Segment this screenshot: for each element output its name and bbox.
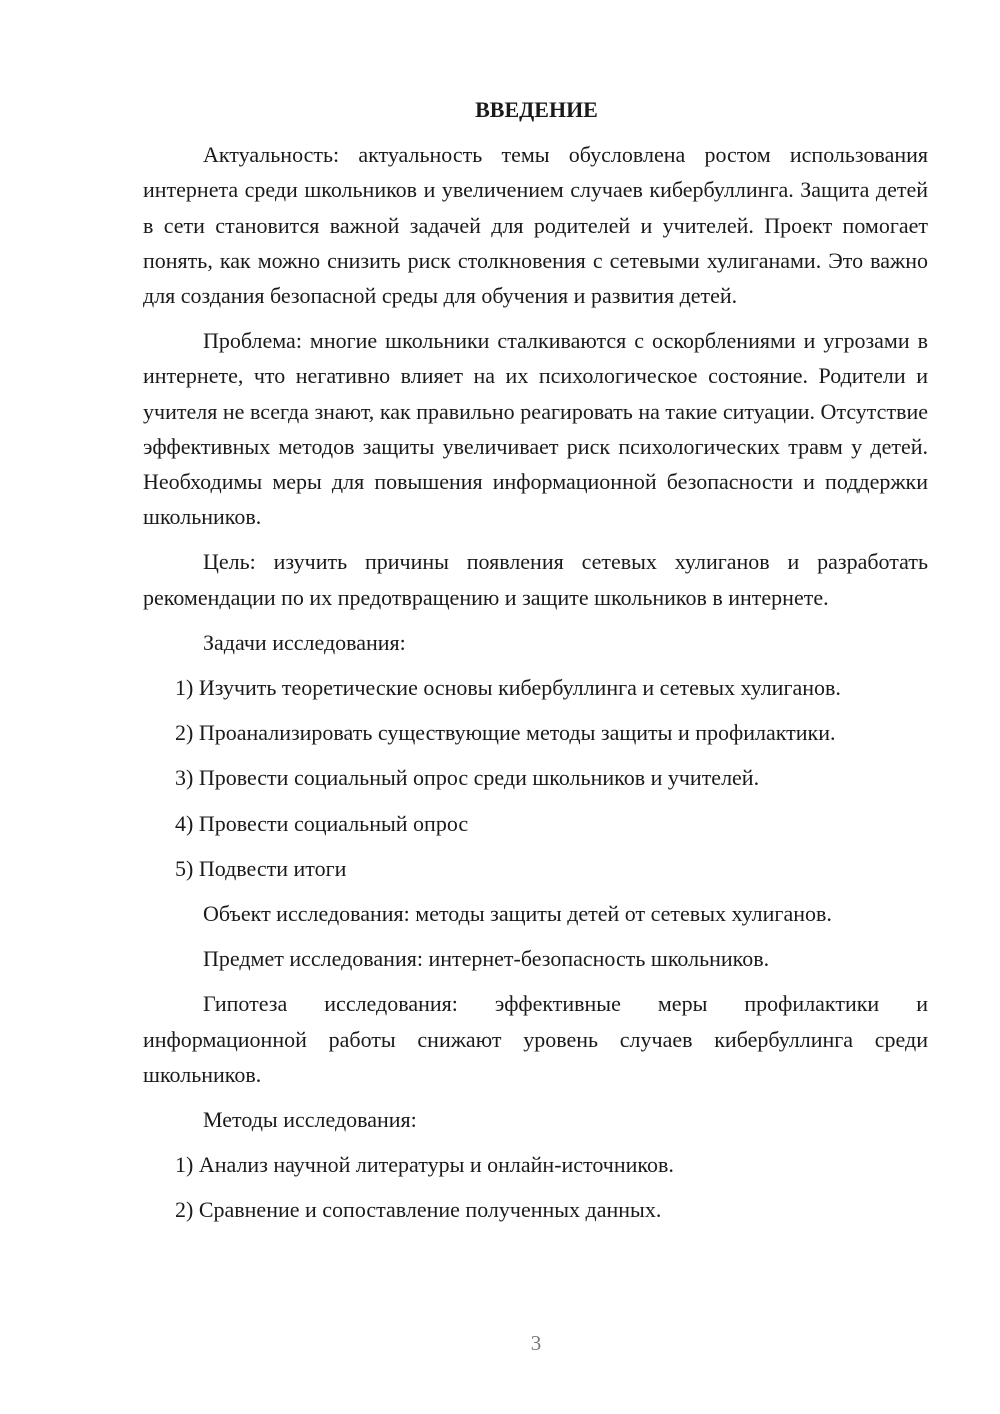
- hypothesis-paragraph: Гипотеза исследования: эффективные меры профилактики и информационной работы снижают уровень случаев кибербуллинга среди школьников.: [143, 991, 928, 1087]
- object-paragraph: Объект исследования: методы защиты детей от сетевых хулиганов.: [203, 901, 832, 927]
- problem-paragraph: Проблема: многие школьники сталкиваются с оскорблениями и угрозами в интернете, что негативно влияет на их психологическое состояние. Родители и учителя не всегда знают, как правильно реагировать на такие ситуации. Отсутствие эффективных методов защиты увеличивает риск психологических травм у детей. Необходимы меры для повышения информационной безопасности и поддержки школьников.: [143, 328, 928, 530]
- methods-list: [143, 1147, 928, 1227]
- page-title: ВВЕДЕНИЕ: [475, 97, 598, 122]
- list-item: 3) Провести социальный опрос среди школьников и учителей.: [175, 765, 760, 791]
- tasks-heading: Задачи исследования:: [203, 629, 406, 655]
- document-page: [143, 92, 928, 1228]
- methods-heading: Методы исследования:: [203, 1107, 417, 1133]
- relevance-paragraph: Актуальность: актуальность темы обусловлена ростом использования интернета среди школьников и увеличением случаев кибербуллинга. Защита детей в сети становится важной задачей для родителей и учителей. Проект помогает понять, как можно снизить риск столкновения с сетевыми хулиганами. Это важно для создания безопасной среды для обучения и развития детей.: [143, 142, 928, 309]
- list-item: 2) Сравнение и сопоставление полученных данных.: [175, 1197, 662, 1223]
- list-item: 2) Проанализировать существующие методы защиты и профилактики.: [175, 720, 836, 746]
- list-item: 1) Изучить теоретические основы кибербуллинга и сетевых хулиганов.: [175, 675, 841, 701]
- list-item: 5) Подвести итоги: [175, 855, 347, 881]
- goal-paragraph: Цель: изучить причины появления сетевых хулиганов и разработать рекомендации по их предотвращению и защите школьников в интернете.: [143, 549, 928, 610]
- list-item: 4) Провести социальный опрос: [175, 810, 469, 836]
- subject-paragraph: Предмет исследования: интернет-безопасность школьников.: [203, 946, 770, 972]
- list-item: 1) Анализ научной литературы и онлайн-источников.: [175, 1152, 674, 1178]
- page-number: 3: [530, 1331, 542, 1355]
- tasks-list: [143, 670, 928, 886]
